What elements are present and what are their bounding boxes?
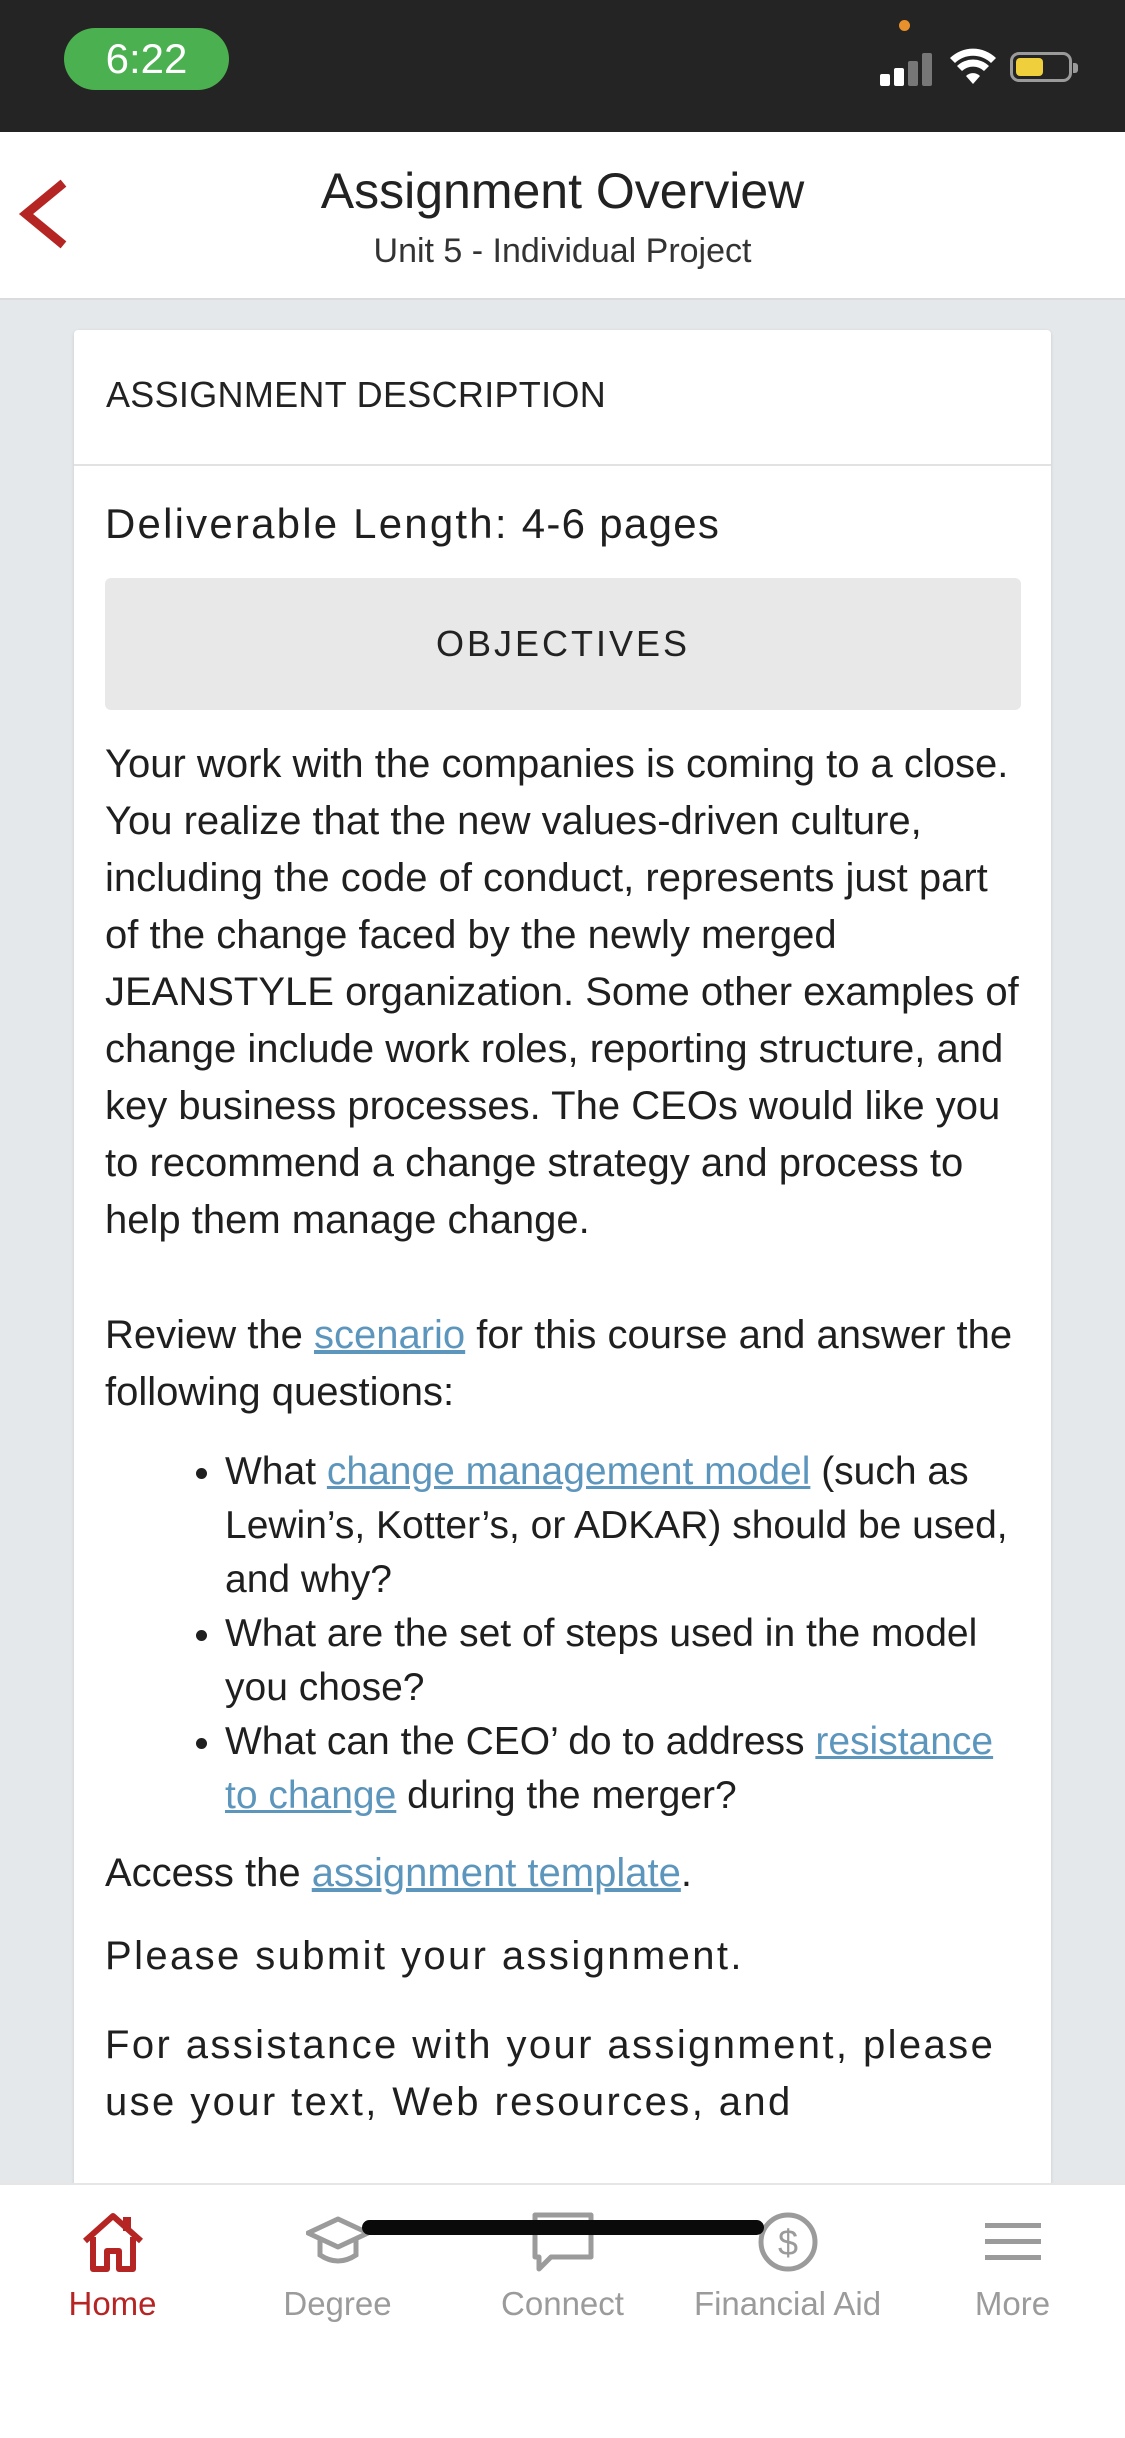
scenario-link[interactable]: scenario (313, 1313, 466, 1357)
questions-list (105, 1445, 1021, 1823)
objectives-header: OBJECTIVES (105, 578, 1021, 710)
review-text-pre: Review the (105, 1313, 314, 1357)
card-header (74, 330, 1051, 466)
status-bar (0, 0, 1125, 132)
header (0, 132, 1125, 300)
nav-label: Connect (501, 2285, 624, 2322)
signal-icon (880, 50, 936, 86)
deliverable-length (105, 500, 1021, 548)
submit-instruction: Please submit your assignment. (105, 1934, 744, 1978)
assignment-card (74, 330, 1051, 2190)
list-item (225, 1607, 1021, 1715)
access-paragraph (105, 1845, 1021, 1902)
review-text-post: for this course and answer the following questions: (105, 1313, 1013, 1414)
graduation-cap-icon (306, 2211, 370, 2273)
list-item (225, 1715, 1021, 1823)
list-item (225, 1445, 1021, 1607)
q3-text-post: during the merger? (396, 1774, 737, 1817)
svg-text:$: $ (777, 2222, 798, 2263)
status-time: 6:22 (64, 28, 229, 90)
change-management-model-link[interactable]: change management model (326, 1450, 811, 1493)
hamburger-menu-icon (981, 2211, 1045, 2273)
camera-indicator-icon (899, 20, 910, 31)
deliverable-value: 4-6 pages (521, 500, 721, 547)
assistance-text: For assistance with your assignment, please use your text, Web resources, and (105, 2023, 996, 2124)
q1-text-post: (such as Lewin’s, Kotter’s, or ADKAR) should be used, and why? (225, 1450, 1008, 1601)
dollar-icon (756, 2211, 820, 2273)
bottom-nav (0, 2183, 1125, 2438)
nav-home[interactable] (0, 2211, 225, 2323)
section-title: ASSIGNMENT DESCRIPTION (106, 374, 607, 415)
q1-text-pre: What (225, 1450, 327, 1493)
assignment-template-link[interactable]: assignment template (311, 1851, 681, 1895)
deliverable-label: Deliverable Length: (105, 500, 509, 547)
battery-icon (1010, 52, 1072, 82)
nav-more[interactable] (900, 2211, 1125, 2323)
page-title: Assignment Overview (320, 163, 805, 219)
nav-label: Home (68, 2285, 157, 2322)
q3-text-pre: What can the CEO’ do to address (225, 1720, 816, 1763)
nav-label: Financial Aid (693, 2285, 882, 2322)
page-subtitle: Unit 5 - Individual Project (373, 232, 752, 270)
q2-text: What are the set of steps used in the model you chose? (225, 1612, 978, 1709)
home-indicator (362, 2220, 764, 2235)
wifi-icon (949, 46, 997, 86)
nav-label: More (974, 2285, 1051, 2322)
resistance-to-change-link[interactable]: resistance to change (225, 1720, 994, 1817)
intro-paragraph: Your work with the companies is coming to a close. You realize that the new values-driven culture, including the code of conduct, represents just part of the change faced by the newly merged JEANSTYLE organization. Some other examples of change include work roles, reporting structure, and key business processes. The CEOs would like you to recommend a change strategy and process to help them manage change. (105, 742, 1019, 1242)
card-body (74, 500, 1051, 2131)
access-text-pre: Access the (105, 1851, 312, 1895)
review-paragraph (105, 1307, 1021, 1421)
home-icon (81, 2211, 145, 2273)
access-text-post: . (680, 1851, 692, 1895)
nav-label: Degree (283, 2285, 392, 2322)
